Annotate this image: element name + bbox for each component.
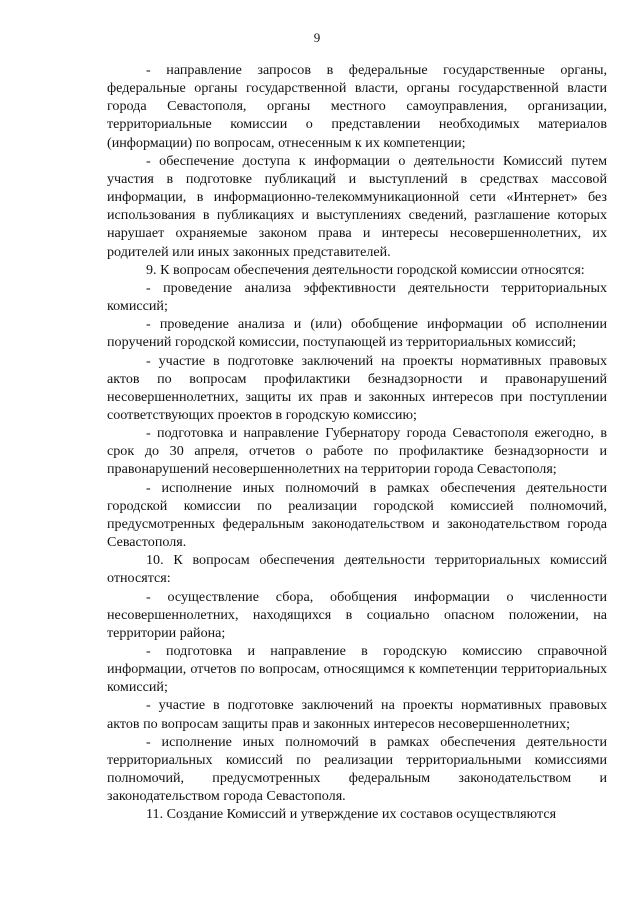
- paragraph-data-collection: - осуществление сбора, обобщения информации о численности несовершеннолетних, находящихся в социально опасном положении, на территории района;: [107, 588, 607, 641]
- paragraph-reference-info: - подготовка и направление в городскую комиссию справочной информации, отчетов по вопросам, относящимся к компетенции территориальных комиссий;: [107, 643, 607, 696]
- document-body: [107, 61, 607, 824]
- paragraph-section-11-start: 11. Создание Комиссий и утверждение их составов осуществляются: [146, 806, 557, 823]
- paragraph-efficiency-analysis: - проведение анализа эффективности деятельности территориальных комиссий;: [107, 279, 607, 315]
- paragraph-other-powers-city: - исполнение иных полномочий в рамках обеспечения деятельности городской комиссии по реализации городской комиссией полномочий, предусмотренных федеральным законодательством и законодательством города Севастополя.: [107, 479, 607, 551]
- paragraph-requests-to-authorities: - направление запросов в федеральные государственные органы, федеральные органы государственной власти, органы государственной власти города Севастополя, органы местного самоуправления, организации, территориальные комиссии о представлении необходимых материалов (информации) по вопросам, отнесенным к их компетенции;: [107, 62, 607, 151]
- paragraph-draft-acts-conclusions: - участие в подготовке заключений на проекты нормативных правовых актов по вопросам профилактики безнадзорности и правонарушений несовершеннолетних, защиты их прав и законных интересов при поступлении соответствующих проектов в городскую комиссию;: [107, 352, 607, 423]
- paragraph-other-powers-territorial: - исполнение иных полномочий в рамках обеспечения деятельности территориальных комиссий по реализации территориальными комиссиями полномочий, предусмотренных федеральным законодательством и законодательством города Севастополя.: [107, 733, 607, 805]
- paragraph-governor-reports: - подготовка и направление Губернатору города Севастополя ежегодно, в срок до 30 апреля, отчетов о работе по профилактике безнадзорности и правонарушений несовершеннолетних на территории города Севастополя;: [107, 425, 607, 478]
- paragraph-instructions-analysis: - проведение анализа и (или) обобщение информации об исполнении поручений городской комиссии, поступающей из территориальных комиссий;: [107, 316, 607, 351]
- page-number: 9: [313, 30, 321, 45]
- paragraph-section-9-heading: 9. К вопросам обеспечения деятельности городской комиссии относятся:: [146, 261, 585, 278]
- paragraph-information-access: - обеспечение доступа к информации о деятельности Комиссий путем участия в подготовке публикаций и выступлений в средствах массовой информации, в информационно-телекоммуникационной сети «Интернет» без использования в публикациях и выступлениях сведений, разглашение которых нарушает охраняемые законом права и интересы несовершеннолетних, их родителей или иных законных представителей.: [107, 152, 607, 260]
- paragraph-rights-conclusions: - участие в подготовке заключений на проекты нормативных правовых актов по вопросам защиты прав и законных интересов несовершеннолетних;: [107, 697, 607, 732]
- paragraph-section-10-heading: 10. К вопросам обеспечения деятельности территориальных комиссий относятся:: [107, 552, 607, 587]
